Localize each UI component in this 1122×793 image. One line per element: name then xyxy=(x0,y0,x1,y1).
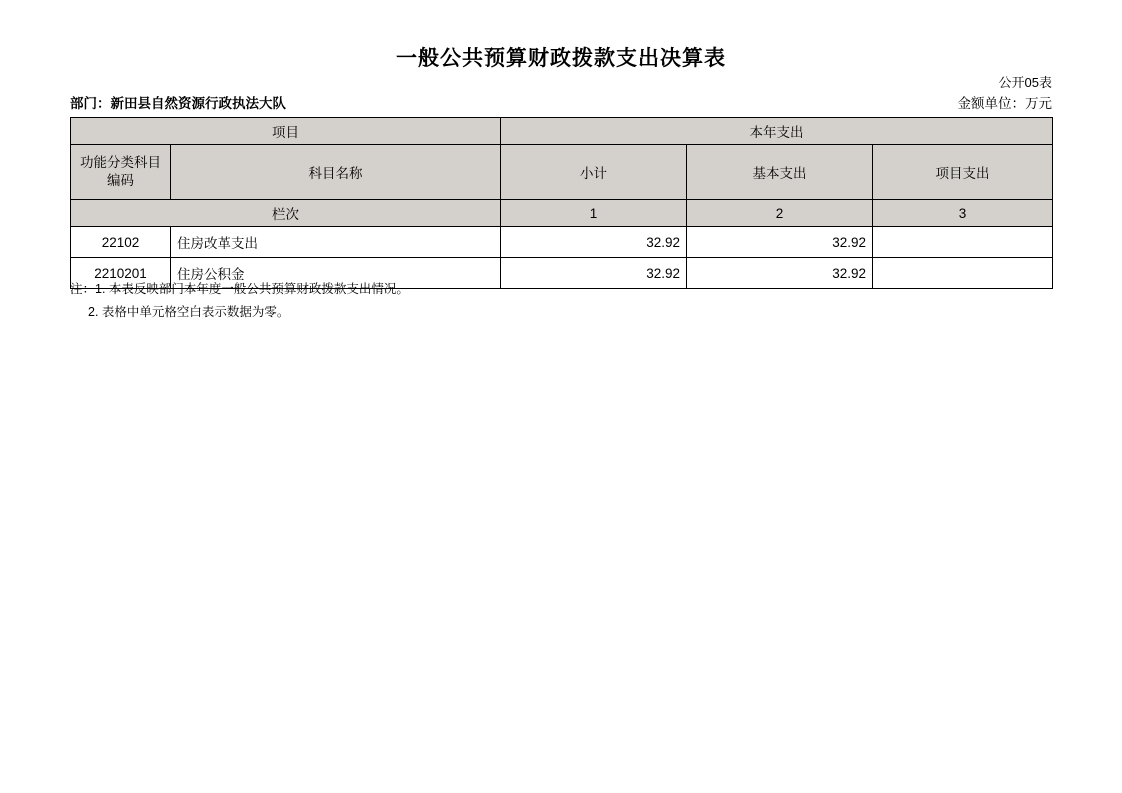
row-code: 22102 xyxy=(71,227,171,258)
row-name: 住房改革支出 xyxy=(171,227,501,258)
column-header-code xyxy=(71,145,171,200)
column-header-code-line2: 编码 xyxy=(107,173,134,188)
table-row xyxy=(71,227,1053,258)
row-subtotal: 32.92 xyxy=(501,227,687,258)
note-line-2: 2. 表格中单元格空白表示数据为零。 xyxy=(88,305,290,320)
row-name: 住房公积金 xyxy=(171,258,501,289)
column-header-name: 科目名称 xyxy=(171,145,501,200)
group-header-current-year: 本年支出 xyxy=(501,118,1053,145)
department-label: 部门： xyxy=(70,96,111,111)
table-lane-row xyxy=(71,200,1053,227)
lane-number-1: 1 xyxy=(501,200,687,227)
form-code: 公开05表 xyxy=(998,75,1052,90)
table-group-header-row xyxy=(71,118,1053,145)
row-basic: 32.92 xyxy=(687,258,873,289)
department-name: 新田县自然资源行政执法大队 xyxy=(110,96,286,111)
amount-unit-label: 金额单位：万元 xyxy=(957,96,1052,111)
lane-number-2: 2 xyxy=(687,200,873,227)
row-project xyxy=(873,227,1053,258)
row-code: 2210201 xyxy=(71,258,171,289)
row-subtotal: 32.92 xyxy=(501,258,687,289)
group-header-item: 项目 xyxy=(71,118,501,145)
budget-table xyxy=(70,117,1053,289)
table-column-header-row xyxy=(71,145,1053,200)
note-line-1: 注：1. 本表反映部门本年度一般公共预算财政拨款支出情况。 xyxy=(70,282,409,296)
row-project xyxy=(873,258,1053,289)
meta-row xyxy=(70,92,1052,112)
department-line xyxy=(70,92,286,112)
table-notes xyxy=(70,278,409,324)
column-header-subtotal: 小计 xyxy=(501,145,687,200)
row-basic: 32.92 xyxy=(687,227,873,258)
lane-label: 栏次 xyxy=(71,200,501,227)
column-header-basic: 基本支出 xyxy=(687,145,873,200)
column-header-code-line1: 功能分类科目 xyxy=(80,154,161,170)
column-header-project: 项目支出 xyxy=(873,145,1053,200)
lane-number-3: 3 xyxy=(873,200,1053,227)
page-title: 一般公共预算财政拨款支出决算表 xyxy=(396,47,726,70)
